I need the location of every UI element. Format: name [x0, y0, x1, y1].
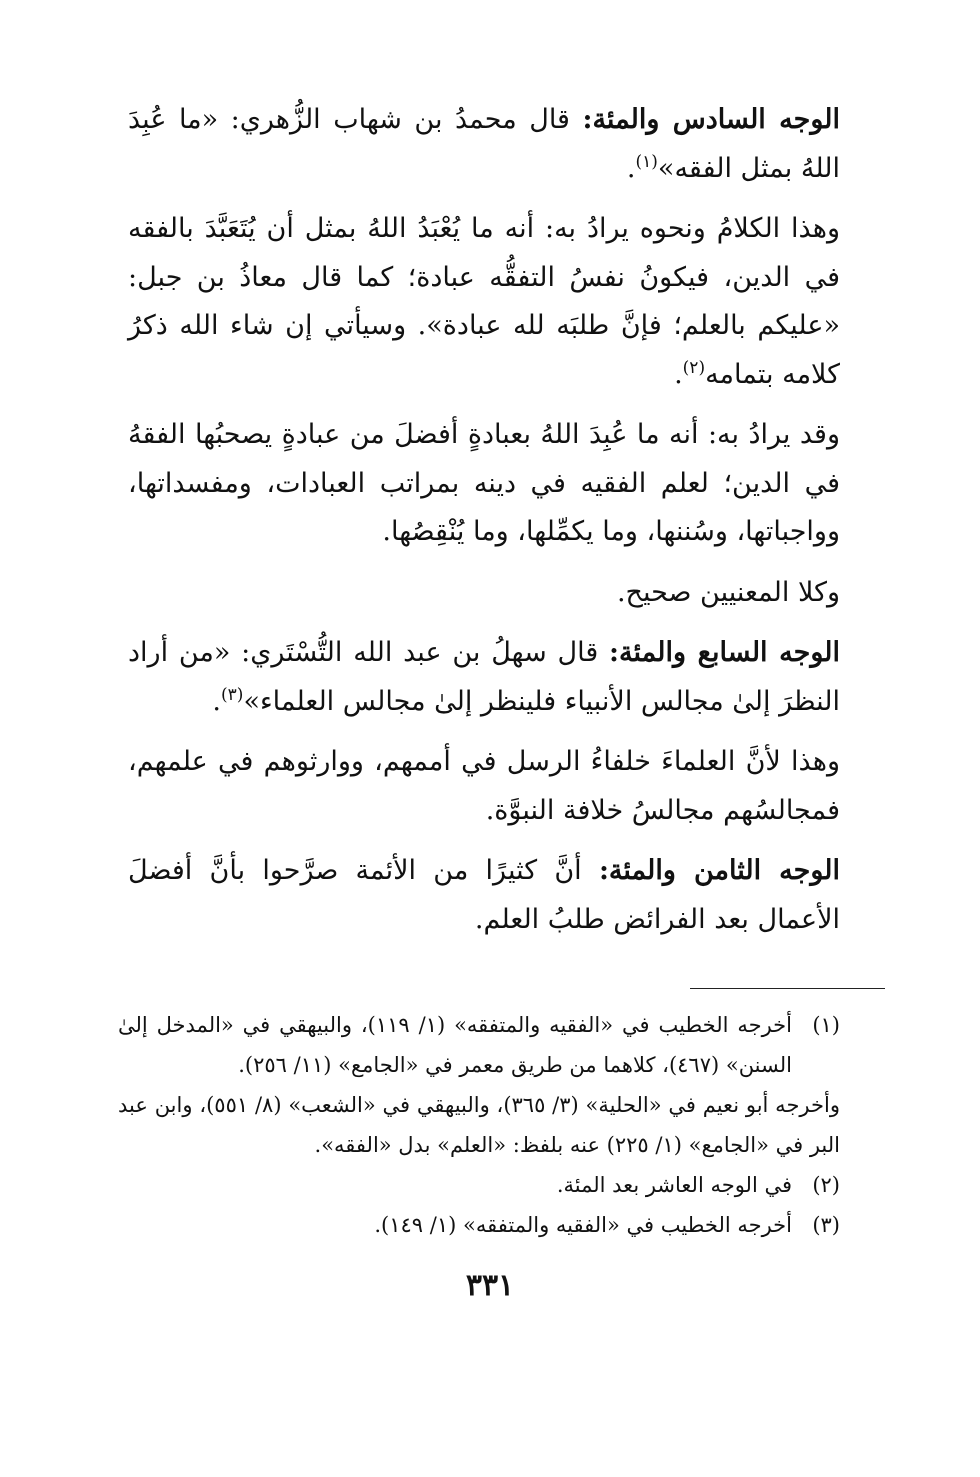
paragraph-6: [128, 738, 840, 835]
paragraph-4: [128, 569, 840, 618]
footnote-text: أخرجه الخطيب في «الفقيه والمتفقه» (١/ ١٤٩).: [374, 1213, 792, 1237]
footnote-text: أخرجه الخطيب في «الفقيه والمتفقه» (١/ ١١٩)، والبيهقي في «المدخل إلىٰ السنن» (٤٦٧)، كلاهما من طريق معمر في «الجامع» (١١/ ٢٥٦).: [118, 1013, 792, 1077]
footnotes: [118, 1005, 840, 1245]
footnote-number: (١): [812, 1013, 840, 1037]
footnote-text: في الوجه العاشر بعد المئة.: [556, 1173, 792, 1197]
footnote-1: [118, 1005, 840, 1085]
paragraph-1: [128, 96, 840, 193]
footnote-3: [118, 1205, 840, 1245]
footnote-1-continuation: [118, 1085, 840, 1165]
footnote-number: (٢): [812, 1173, 840, 1197]
footnote-text: وأخرجه أبو نعيم في «الحلية» (٣/ ٣٦٥)، والبيهقي في «الشعب» (٨/ ٥٥١)، وابن عبد البر في «الجامع» (١/ ٢٢٥) عنه بلفظ: «العلم» بدل «الفقه».: [118, 1093, 840, 1157]
paragraph-3: [128, 411, 840, 557]
paragraph-text: وهذا الكلامُ ونحوه يرادُ به: أنه ما يُعْبَدُ اللهُ بمثل أن يُتَعَبَّدَ بالفقه في الدين، فيكونُ نفسُ التفقُّه عبادة؛ كما قال معاذُ بن جبل: «عليكم بالعلم؛ فإنَّ طلبَه لله عبادة». وسيأتي إن شاء الله ذكرُ كلامه بتمامه: [128, 213, 840, 390]
paragraph-text: قال محمدُ بن شهاب الزُّهري: «ما عُبِدَ اللهُ بمثل الفقه»: [128, 104, 840, 184]
footnote-ref-1[interactable]: (١): [635, 151, 658, 172]
footnote-number: (٣): [812, 1213, 840, 1237]
footnote-separator: [690, 988, 885, 989]
main-text: [128, 96, 840, 956]
section-heading-107: الوجه السابع والمئة:: [609, 637, 840, 668]
paragraph-5: [128, 629, 840, 726]
paragraph-text: وكلا المعنيين صحيح.: [616, 576, 840, 608]
paragraph-tail: .: [674, 358, 683, 390]
paragraph-2: [128, 205, 840, 399]
page-number: ٣٣١: [465, 1268, 515, 1303]
paragraph-text: وهذا لأنَّ العلماءَ خلفاءُ الرسل في أممهم، ووارثوهم في علمهم، فمجالسُهم مجالسُ خلافة النبوَّة.: [128, 746, 840, 826]
paragraph-text: قال سهلُ بن عبد الله التُّسْتَري: «من أراد النظرَ إلىٰ مجالس الأنبياء فلينظر إلىٰ مجالس العلماء»: [128, 637, 840, 717]
paragraph-text: وقد يرادُ به: أنه ما عُبِدَ اللهُ بعبادةٍ أفضلَ من عبادةٍ يصحبُها الفقهُ في الدين؛ لعلم الفقيه في دينه بمراتب العبادات، ومفسداتها، وواجباتها، وسُننها، وما يكمِّلها، وما يُنْقِصُها.: [128, 419, 840, 547]
section-heading-108: الوجه الثامن والمئة:: [598, 855, 840, 886]
footnote-ref-2[interactable]: (٢): [682, 357, 706, 378]
paragraph-text: أنَّ كثيرًا من الأئمة صرَّحوا بأنَّ أفضلَ الأعمال بعد الفرائض طلبُ العلم.: [128, 855, 840, 935]
footnote-2: [118, 1165, 840, 1205]
paragraph-tail: .: [212, 685, 222, 717]
section-heading-106: الوجه السادس والمئة:: [582, 104, 840, 135]
paragraph-tail: .: [626, 152, 636, 184]
footnote-ref-3[interactable]: (٣): [221, 684, 244, 705]
paragraph-7: [128, 847, 840, 944]
